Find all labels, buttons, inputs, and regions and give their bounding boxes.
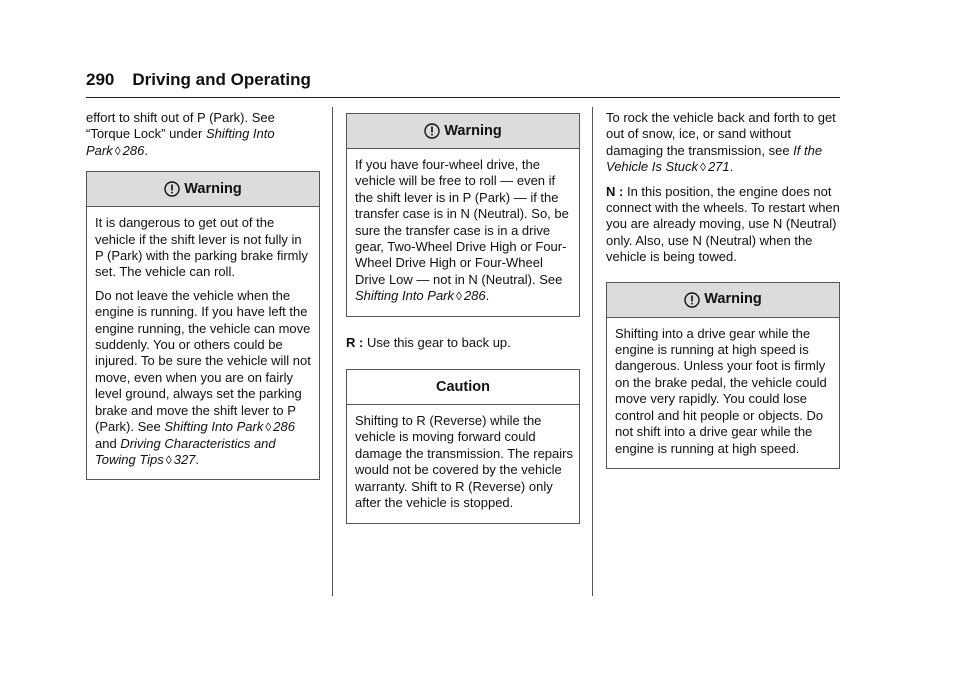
reverse-item — [346, 335, 580, 351]
warning-text: Do not leave the vehicle when the engine is running. If you have left the engine running, the vehicle can move suddenly. You or others could be injured. To be sure the vehicle will not move, even when you are on fairly level ground, always set the parking brake and move the shift lever to P (Park). See — [95, 287, 311, 435]
caution-paragraph: Shifting to R (Reverse) while the vehicle is moving forward could damage the transmission. The repairs would not be covered by the vehicle warranty. Shift to R (Reverse) only after the vehicle is stopped. — [355, 413, 573, 511]
warning-body — [87, 207, 319, 479]
warning-title: Warning — [444, 122, 502, 139]
link-if-vehicle-stuck[interactable]: If the Vehicle Is Stuck — [606, 142, 823, 175]
warning-icon — [164, 181, 180, 197]
warning-text: and — [95, 435, 121, 451]
neutral-label: N : — [606, 183, 624, 199]
intro-text: effort to shift out of P (Park). See “Torque Lock” under — [86, 110, 275, 142]
page-ref-icon: ◊ — [165, 452, 172, 467]
rock-paragraph — [606, 110, 840, 176]
link-shifting-into-park[interactable]: Shifting Into Park — [86, 126, 275, 158]
rock-text: To rock the vehicle back and forth to get out of snow, ice, or sand without damaging the transmission, see — [606, 110, 836, 158]
page-header — [86, 70, 840, 96]
page-ref[interactable]: 286 — [463, 288, 486, 304]
caution-header — [347, 370, 579, 405]
warning-box-3 — [606, 282, 840, 469]
warning-title: Warning — [184, 181, 242, 198]
link-shifting-into-park[interactable]: Shifting Into Park — [164, 419, 264, 435]
warning-body — [607, 318, 839, 468]
warning-paragraph-1: It is dangerous to get out of the vehicle if the shift lever is not fully in P (Park) with the parking brake firmly set. The vehicle can roll. — [95, 215, 308, 280]
page-ref-icon: ◊ — [114, 143, 121, 158]
page-ref[interactable]: 271 — [707, 159, 730, 175]
page-number: 290 — [86, 70, 115, 89]
warning-icon — [684, 292, 700, 308]
column-divider-1 — [332, 107, 333, 596]
neutral-item — [606, 184, 840, 266]
rock-text-end: . — [729, 159, 734, 175]
caution-box — [346, 369, 580, 523]
warning-paragraph: Shifting into a drive gear while the engine is running at high speed is dangerous. Unless your foot is firmly on the brake pedal, the vehicle could move very rapidly. You could lose control and hit people or objects. Do not shift into a drive gear while the engine is running at high speed. — [615, 325, 827, 456]
page-ref[interactable]: 327 — [173, 451, 196, 467]
reverse-text: Use this gear to back up. — [366, 334, 511, 350]
page-ref-icon: ◊ — [700, 160, 706, 175]
warning-text-end: . — [485, 288, 490, 304]
link-driving-characteristics[interactable]: Driving Characteristics and Towing Tips — [95, 435, 276, 467]
warning-body — [347, 149, 579, 316]
warning-text-end: . — [195, 451, 200, 467]
page-ref-icon: ◊ — [456, 289, 462, 304]
page-ref-icon: ◊ — [265, 420, 272, 435]
page-ref[interactable]: 286 — [273, 419, 295, 435]
warning-text: If you have four-wheel drive, the vehicle will be free to roll — even if the shift lever is in P (Park) — if the transfer case is in N (Neutral). So, be sure the transfer case is in a drive gear, Two-Wheel Drive High or Four-Wheel Drive High or Four-Wheel Drive Low — not in N (Neutral). See — [355, 157, 569, 287]
header-rule — [86, 97, 840, 98]
warning-paragraph-2 — [95, 288, 313, 468]
intro-paragraph — [86, 110, 320, 159]
section-title: Driving and Operating — [132, 70, 311, 89]
warning-header — [607, 283, 839, 318]
link-shifting-into-park[interactable]: Shifting Into Park — [355, 288, 454, 304]
warning-header — [87, 172, 319, 207]
caution-title: Caution — [436, 378, 490, 395]
warning-paragraph — [355, 157, 573, 305]
column-3 — [606, 110, 840, 483]
warning-title: Warning — [704, 291, 762, 308]
column-divider-2 — [592, 107, 593, 596]
caution-body — [347, 405, 579, 522]
warning-box-2 — [346, 113, 580, 317]
reverse-label: R : — [346, 334, 364, 350]
column-2 — [346, 113, 580, 538]
neutral-text: In this position, the engine does not connect with the wheels. To restart when you are already moving, use N (Neutral) only. Also, use N (Neutral) when the vehicle is being towed. — [606, 183, 840, 265]
column-1 — [86, 110, 320, 494]
warning-icon — [424, 123, 440, 139]
page-ref[interactable]: 286 — [122, 142, 145, 158]
intro-text-end: . — [144, 142, 148, 158]
warning-header — [347, 114, 579, 149]
warning-box-1 — [86, 171, 320, 480]
